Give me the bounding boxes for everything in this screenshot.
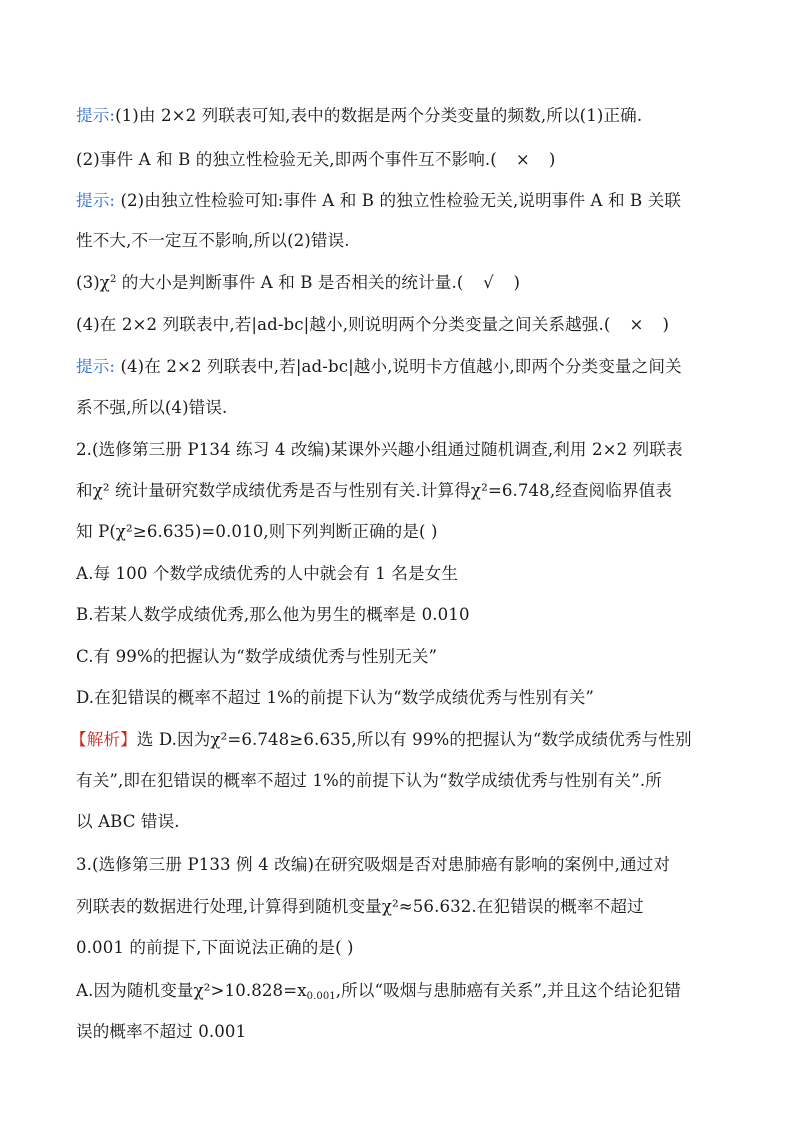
q2-analysis-line-3 (76, 812, 180, 832)
q3-stem-line-1 (76, 855, 670, 875)
q3-option-a-pre: A.因为随机变量χ²>10.828=x (76, 981, 307, 1000)
hint-label: 提示: (76, 357, 116, 376)
hint-1-text: (1)由 2×2 列联表可知,表中的数据是两个分类变量的频数,所以(1)正确. (115, 106, 643, 125)
statement-3-line (76, 273, 520, 293)
q2-option-d-text: D.在犯错误的概率不超过 1%的前提下认为“数学成绩优秀与性别有关” (76, 688, 594, 707)
q2-stem-text-2: 和χ² 统计量研究数学成绩优秀是否与性别有关.计算得χ²=6.748,经查阅临界值表 (76, 481, 673, 500)
hint-2-line-2 (76, 231, 350, 251)
hint-4-text-2: 系不强,所以(4)错误. (76, 398, 228, 417)
q2-stem-text-1: 2.(选修第三册 P134 练习 4 改编)某课外兴趣小组通过随机调查,利用 2×2 列联表 (76, 440, 683, 459)
statement-3-close: ) (513, 273, 521, 292)
hint-4-line-2 (76, 398, 227, 418)
hint-label: 提示: (76, 106, 116, 125)
hint-4-text-1: (4)在 2×2 列联表中,若|ad-bc|越小,说明卡方值越小,即两个分类变量之间关 (115, 357, 682, 376)
statement-2-line (76, 150, 555, 170)
statement-4-mark: × (629, 315, 644, 334)
hint-2-text-1: (2)由独立性检验可知:事件 A 和 B 的独立性检验无关,说明事件 A 和 B 关联 (115, 191, 682, 210)
q2-option-a (76, 564, 458, 584)
q3-stem-text-3: 0.001 的前提下,下面说法正确的是( ) (76, 938, 354, 957)
q2-option-b (76, 605, 470, 625)
hint-2-line-1 (76, 191, 681, 211)
q2-stem-line-2 (76, 481, 672, 501)
q3-option-a-line-2 (76, 1022, 246, 1042)
q2-analysis-text-3: 以 ABC 错误. (76, 812, 180, 831)
statement-3-mark: √ (483, 273, 494, 292)
statement-2-mark: × (515, 150, 530, 169)
hint-label: 提示: (76, 191, 116, 210)
q2-analysis-text-1: 选 D.因为χ²=6.748≥6.635,所以有 99%的把握认为“数学成绩优秀与性别 (136, 730, 692, 749)
q2-option-d (76, 688, 594, 708)
q2-analysis-text-2: 有关”,即在犯错误的概率不超过 1%的前提下认为“数学成绩优秀与性别有关”.所 (76, 771, 662, 790)
hint-1-line (76, 106, 642, 126)
q3-stem-text-2: 列联表的数据进行处理,计算得到随机变量χ²≈56.632.在犯错误的概率不超过 (76, 897, 644, 916)
hint-4-line-1 (76, 357, 682, 377)
statement-4-close: ) (662, 315, 670, 334)
q2-analysis-line-1 (70, 730, 692, 750)
statement-3-sup: 2 (109, 274, 117, 285)
q3-option-a-sub: 0.001 (306, 991, 336, 1002)
q2-analysis-line-2 (76, 771, 662, 791)
q3-stem-line-2 (76, 897, 644, 917)
q2-option-a-text: A.每 100 个数学成绩优秀的人中就会有 1 名是女生 (76, 564, 459, 583)
q2-option-c-text: C.有 99%的把握认为“数学成绩优秀与性别无关” (76, 647, 438, 666)
analysis-label: 【解析】 (70, 730, 137, 749)
statement-4-line (76, 315, 669, 335)
q3-stem-line-3 (76, 938, 354, 958)
statement-4-text: (4)在 2×2 列联表中,若|ad-bc|越小,则说明两个分类变量之间关系越强.( (76, 315, 611, 334)
statement-2-text: (2)事件 A 和 B 的独立性检验无关,即两个事件互不影响.( (76, 150, 497, 169)
statement-3-post: 的大小是判断事件 A 和 B 是否相关的统计量.( (116, 273, 464, 292)
q3-option-a-line-1 (76, 981, 681, 1001)
q2-stem-line-3 (76, 522, 438, 542)
statement-3-pre: (3)χ (76, 273, 110, 292)
q2-option-b-text: B.若某人数学成绩优秀,那么他为男生的概率是 0.010 (76, 605, 470, 624)
q2-option-c (76, 647, 437, 667)
q3-option-a-text-2: 误的概率不超过 0.001 (76, 1022, 247, 1041)
q2-stem-text-3: 知 P(χ²≥6.635)=0.010,则下列判断正确的是( ) (76, 522, 438, 541)
hint-2-text-2: 性不大,不一定互不影响,所以(2)错误. (76, 231, 350, 250)
q3-stem-text-1: 3.(选修第三册 P133 例 4 改编)在研究吸烟是否对患肺癌有影响的案例中,通过对 (76, 855, 671, 874)
q3-option-a-post: ,所以“吸烟与患肺癌有关系”,并且这个结论犯错 (335, 981, 681, 1000)
q2-stem-line-1 (76, 440, 683, 460)
statement-2-close: ) (548, 150, 556, 169)
